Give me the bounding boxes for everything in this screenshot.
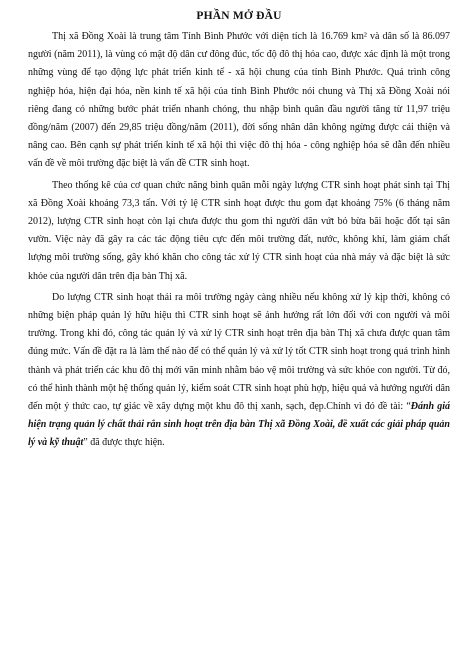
paragraph-3 [28,289,450,453]
topic-title: Đánh giá hiện trạng quản lý chất thải rắn sinh hoạt trên địa bàn Thị xã Đồng Xoài, đề xuất các giải pháp quản lý và kỹ thuật [28,401,451,449]
paragraph-3-closing: ” đã được thực hiện. [83,437,165,449]
paragraph-2: Theo thống kê của cơ quan chức năng bình quân mỗi ngày lượng CTR sinh hoạt phát sinh tại Thị xã Đồng Xoài khoảng 73,3 tấn. Với tỷ lệ CTR sinh hoạt được thu gom đạt khoảng 75% (6 tháng năm 2012), lượng CTR sinh hoạt còn lại chưa được thu gom thì người dân vứt bỏ bừa bãi hoặc đốt tại sân vườn. Việc này đã gây ra các tác động tiêu cực đến môi trường đất, nước, không khí, làm giảm chất lượng môi trường sống, gây khó khăn cho công tác xử lý CTR sinh hoạt của nhà máy và đặc biệt là sức khỏe của người dân trên địa bàn Thị xã. [28,179,450,282]
paragraph-1: Thị xã Đồng Xoài là trung tâm Tỉnh Bình Phước với diện tích là 16.769 km² và dân số là 86.097 người (năm 2011), là vùng có mật độ dân cư đông đúc, tốc độ đô thị hóa cao, được xác định là một trong những vùng để tạo động lực phát triển kinh tế - xã hội chung của tỉnh Bình Phước. Quá trình công nghiệp hóa, hiện đại hóa, nền kinh tế xã hội của tỉnh Bình Phước nói chung và Thị xã Đồng Xoài nói riêng đang có những bước phát triển nhanh chóng, thu nhập bình quân đầu người tăng từ 11,97 triệu đồng/năm (2007) đến 29,85 triệu đồng/năm (2011), đời sống nhân dân không ngừng được cải thiện và nâng cao. Bên cạnh sự phát triển kinh tế xã hội thì việc đô thị hóa - công nghiệp hóa sẽ dẫn đến nhiều vấn đề về môi trường đặc biệt là vấn đề CTR sinh hoạt. [28,31,450,170]
paragraph-3-text: Do lượng CTR sinh hoạt thải ra môi trường ngày càng nhiều nếu không xử lý kịp thời, không có những biện pháp quản lý hữu hiệu thì CTR sinh hoạt sẽ ảnh hưởng rất lớn đối với con người và môi trường. Trong khi đó, công tác quản lý và xử lý CTR sinh hoạt trên địa bàn Thị xã chưa được quan tâm đúng mức. Vấn đề đặt ra là làm thế nào để có thể quản lý và xử lý tốt CTR sinh hoạt trong quá trình hình thành và phát triển các khu đô thị mới văn minh nhằm bảo vệ môi trường và sức khỏe con người. Từ đó, có thể hình thành một hệ thống quản lý, kiểm soát CTR sinh hoạt phù hợp, hiệu quả và hướng người dân đến một ý thức cao, tự giác về xây dựng một khu đô thị xanh, sạch, đẹp.Chính vì đó đề tài: “ [28,291,450,413]
page-title: PHẦN MỞ ĐẦU [196,10,282,22]
